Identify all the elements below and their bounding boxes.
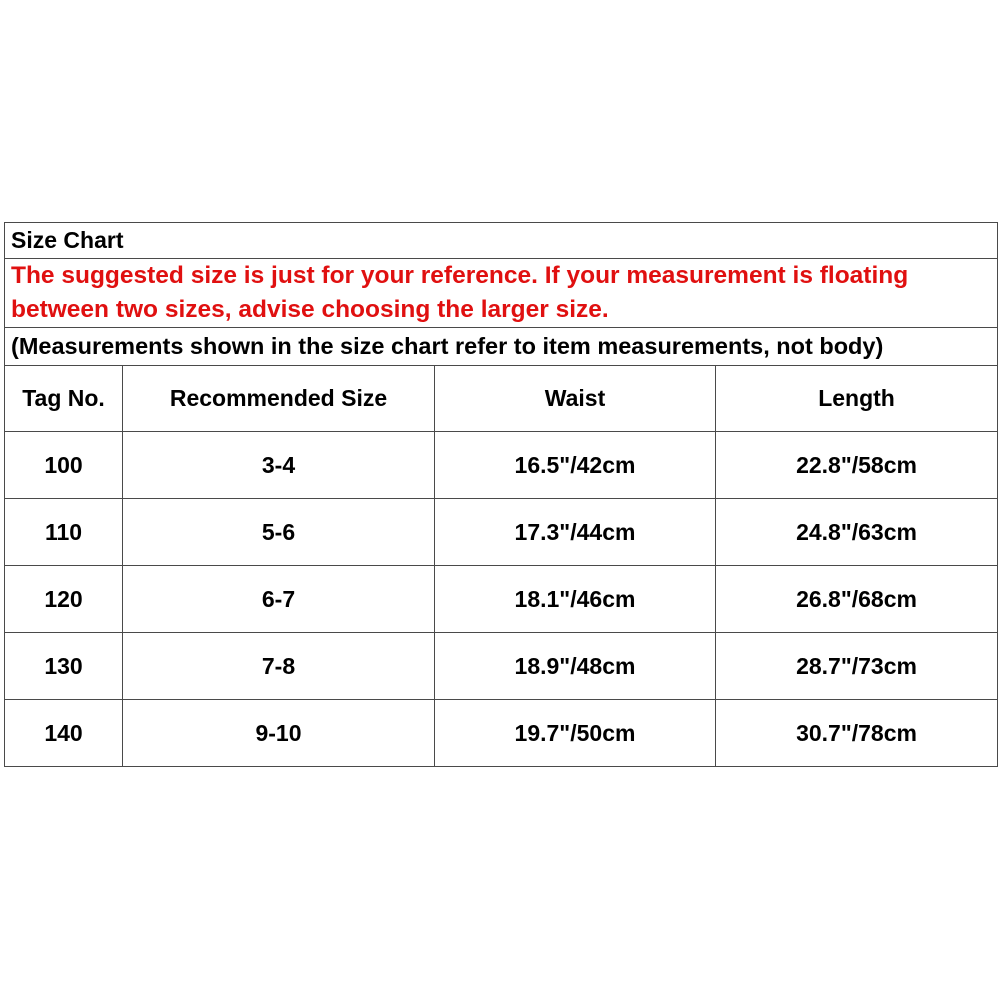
cell-recommended-size: 7-8 bbox=[123, 633, 435, 700]
table-row bbox=[5, 633, 998, 700]
measurement-subtitle: (Measurements shown in the size chart refer to item measurements, not body) bbox=[5, 328, 998, 366]
cell-recommended-size: 9-10 bbox=[123, 700, 435, 767]
reference-note bbox=[5, 259, 998, 328]
table-row bbox=[5, 432, 998, 499]
column-header-recommended-size: Recommended Size bbox=[123, 366, 435, 432]
cell-length: 22.8"/58cm bbox=[716, 432, 998, 499]
cell-tag-no: 120 bbox=[5, 566, 123, 633]
header-row bbox=[5, 366, 998, 432]
table-row bbox=[5, 700, 998, 767]
cell-recommended-size: 5-6 bbox=[123, 499, 435, 566]
cell-tag-no: 100 bbox=[5, 432, 123, 499]
reference-note-line-1: The suggested size is just for your reference. If your measurement is floating bbox=[11, 262, 909, 289]
subtitle-row bbox=[5, 328, 998, 366]
cell-waist: 16.5"/42cm bbox=[435, 432, 716, 499]
cell-tag-no: 130 bbox=[5, 633, 123, 700]
size-chart-table bbox=[4, 222, 998, 767]
chart-title: Size Chart bbox=[5, 223, 998, 259]
cell-length: 24.8"/63cm bbox=[716, 499, 998, 566]
cell-recommended-size: 3-4 bbox=[123, 432, 435, 499]
column-header-tag-no: Tag No. bbox=[5, 366, 123, 432]
cell-length: 28.7"/73cm bbox=[716, 633, 998, 700]
cell-waist: 17.3"/44cm bbox=[435, 499, 716, 566]
cell-waist: 19.7"/50cm bbox=[435, 700, 716, 767]
cell-waist: 18.1"/46cm bbox=[435, 566, 716, 633]
cell-length: 30.7"/78cm bbox=[716, 700, 998, 767]
column-header-length: Length bbox=[716, 366, 998, 432]
table-row bbox=[5, 499, 998, 566]
column-header-waist: Waist bbox=[435, 366, 716, 432]
cell-tag-no: 110 bbox=[5, 499, 123, 566]
note-row bbox=[5, 259, 998, 328]
cell-length: 26.8"/68cm bbox=[716, 566, 998, 633]
reference-note-line-2: between two sizes, advise choosing the larger size. bbox=[11, 296, 609, 323]
cell-recommended-size: 6-7 bbox=[123, 566, 435, 633]
title-row bbox=[5, 223, 998, 259]
cell-tag-no: 140 bbox=[5, 700, 123, 767]
cell-waist: 18.9"/48cm bbox=[435, 633, 716, 700]
table-row bbox=[5, 566, 998, 633]
